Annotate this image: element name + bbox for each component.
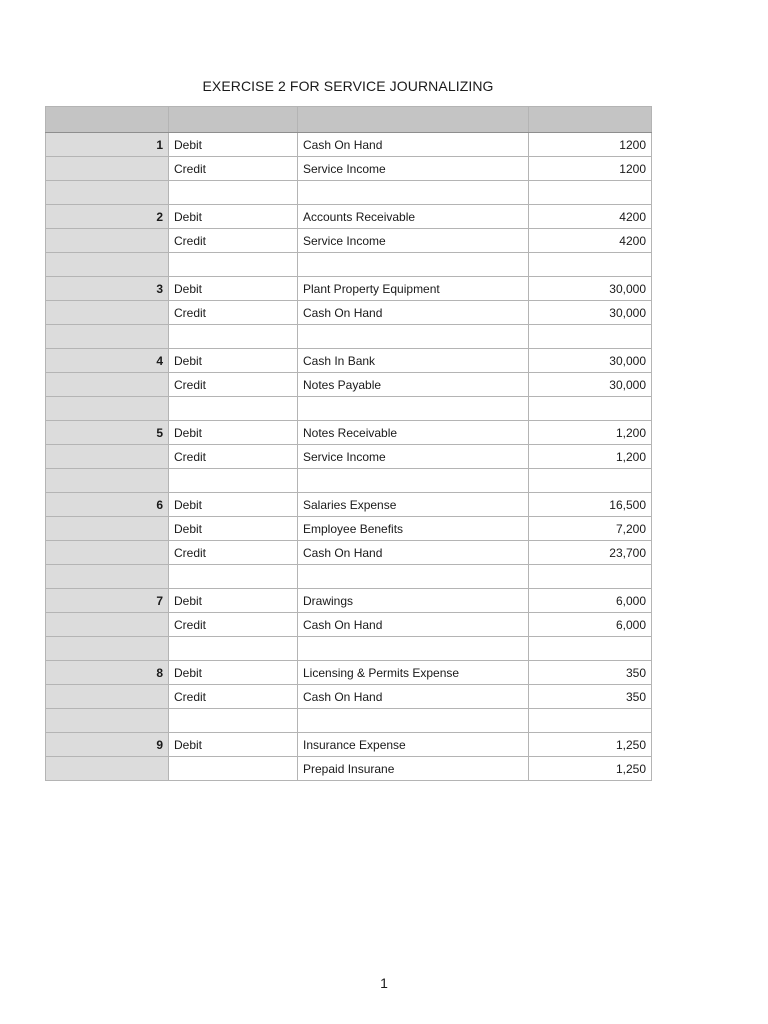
table-row xyxy=(46,709,652,733)
table-row xyxy=(46,757,652,781)
table-row xyxy=(46,301,652,325)
entry-type-cell: Credit xyxy=(169,229,298,253)
table-row xyxy=(46,229,652,253)
entry-type-cell: Credit xyxy=(169,685,298,709)
entry-number-cell xyxy=(46,469,169,493)
table-row xyxy=(46,445,652,469)
entry-number-cell xyxy=(46,181,169,205)
entry-type-cell xyxy=(169,709,298,733)
header-cell-account xyxy=(298,107,529,133)
table-row xyxy=(46,733,652,757)
entry-number-cell xyxy=(46,397,169,421)
entry-type-cell: Credit xyxy=(169,613,298,637)
amount-cell: 30,000 xyxy=(529,349,652,373)
entry-number-cell xyxy=(46,613,169,637)
table-row xyxy=(46,277,652,301)
entry-number-cell xyxy=(46,685,169,709)
entry-number-cell xyxy=(46,301,169,325)
account-cell: Plant Property Equipment xyxy=(298,277,529,301)
account-cell xyxy=(298,325,529,349)
entry-number-cell xyxy=(46,541,169,565)
entry-type-cell: Debit xyxy=(169,661,298,685)
entry-type-cell: Debit xyxy=(169,133,298,157)
entry-type-cell: Debit xyxy=(169,493,298,517)
amount-cell: 16,500 xyxy=(529,493,652,517)
table-row xyxy=(46,373,652,397)
entry-type-cell: Debit xyxy=(169,349,298,373)
entry-number-cell xyxy=(46,517,169,541)
amount-cell: 1200 xyxy=(529,133,652,157)
page-number: 1 xyxy=(380,975,388,991)
amount-cell xyxy=(529,253,652,277)
amount-cell: 30,000 xyxy=(529,277,652,301)
account-cell xyxy=(298,469,529,493)
amount-cell: 4200 xyxy=(529,205,652,229)
entry-number-cell: 5 xyxy=(46,421,169,445)
amount-cell xyxy=(529,325,652,349)
table-row xyxy=(46,349,652,373)
amount-cell xyxy=(529,637,652,661)
entry-type-cell xyxy=(169,181,298,205)
table-row xyxy=(46,469,652,493)
amount-cell xyxy=(529,565,652,589)
entry-type-cell: Debit xyxy=(169,277,298,301)
table-row xyxy=(46,133,652,157)
account-cell: Insurance Expense xyxy=(298,733,529,757)
entry-number-cell: 4 xyxy=(46,349,169,373)
table-header xyxy=(46,107,652,133)
amount-cell: 1,250 xyxy=(529,733,652,757)
amount-cell: 350 xyxy=(529,685,652,709)
amount-cell xyxy=(529,397,652,421)
account-cell: Service Income xyxy=(298,157,529,181)
entry-type-cell xyxy=(169,757,298,781)
table-row xyxy=(46,565,652,589)
account-cell: Prepaid Insurane xyxy=(298,757,529,781)
journal-table xyxy=(45,106,652,781)
account-cell: Cash On Hand xyxy=(298,685,529,709)
table-row xyxy=(46,421,652,445)
account-cell: Cash On Hand xyxy=(298,541,529,565)
account-cell: Notes Receivable xyxy=(298,421,529,445)
entry-type-cell xyxy=(169,253,298,277)
account-cell xyxy=(298,709,529,733)
entry-type-cell: Debit xyxy=(169,589,298,613)
entry-type-cell: Debit xyxy=(169,421,298,445)
account-cell: Licensing & Permits Expense xyxy=(298,661,529,685)
table-row xyxy=(46,541,652,565)
table-row xyxy=(46,637,652,661)
table-row xyxy=(46,589,652,613)
amount-cell: 1,200 xyxy=(529,421,652,445)
table-row xyxy=(46,397,652,421)
header-cell-number xyxy=(46,107,169,133)
entry-type-cell xyxy=(169,637,298,661)
amount-cell: 4200 xyxy=(529,229,652,253)
table-row xyxy=(46,685,652,709)
entry-type-cell xyxy=(169,565,298,589)
amount-cell: 6,000 xyxy=(529,613,652,637)
header-row xyxy=(46,107,652,133)
account-cell xyxy=(298,637,529,661)
table-row xyxy=(46,181,652,205)
entry-number-cell xyxy=(46,325,169,349)
amount-cell: 30,000 xyxy=(529,373,652,397)
table-row xyxy=(46,253,652,277)
entry-number-cell xyxy=(46,445,169,469)
account-cell: Notes Payable xyxy=(298,373,529,397)
entry-number-cell: 1 xyxy=(46,133,169,157)
entry-number-cell xyxy=(46,637,169,661)
entry-number-cell xyxy=(46,565,169,589)
entry-number-cell: 2 xyxy=(46,205,169,229)
header-cell-type xyxy=(169,107,298,133)
table-row xyxy=(46,517,652,541)
amount-cell: 7,200 xyxy=(529,517,652,541)
entry-number-cell: 6 xyxy=(46,493,169,517)
entry-type-cell: Debit xyxy=(169,517,298,541)
account-cell: Cash On Hand xyxy=(298,301,529,325)
account-cell: Drawings xyxy=(298,589,529,613)
entry-number-cell xyxy=(46,157,169,181)
account-cell: Accounts Receivable xyxy=(298,205,529,229)
entry-number-cell: 3 xyxy=(46,277,169,301)
entry-type-cell: Debit xyxy=(169,733,298,757)
account-cell: Service Income xyxy=(298,229,529,253)
amount-cell: 1,200 xyxy=(529,445,652,469)
entry-type-cell xyxy=(169,397,298,421)
account-cell: Cash On Hand xyxy=(298,133,529,157)
table-row xyxy=(46,493,652,517)
entry-type-cell xyxy=(169,469,298,493)
entry-number-cell: 8 xyxy=(46,661,169,685)
account-cell xyxy=(298,565,529,589)
entry-type-cell: Debit xyxy=(169,205,298,229)
entry-type-cell: Credit xyxy=(169,301,298,325)
table-row xyxy=(46,661,652,685)
entry-number-cell: 9 xyxy=(46,733,169,757)
entry-type-cell xyxy=(169,325,298,349)
amount-cell: 23,700 xyxy=(529,541,652,565)
entry-type-cell: Credit xyxy=(169,157,298,181)
page-title: EXERCISE 2 FOR SERVICE JOURNALIZING xyxy=(202,78,494,94)
table-row xyxy=(46,205,652,229)
account-cell: Employee Benefits xyxy=(298,517,529,541)
table-body xyxy=(46,133,652,781)
amount-cell: 6,000 xyxy=(529,589,652,613)
entry-number-cell xyxy=(46,253,169,277)
entry-number-cell xyxy=(46,757,169,781)
table-row xyxy=(46,325,652,349)
amount-cell xyxy=(529,469,652,493)
entry-number-cell: 7 xyxy=(46,589,169,613)
table-row xyxy=(46,157,652,181)
entry-number-cell xyxy=(46,373,169,397)
account-cell: Cash In Bank xyxy=(298,349,529,373)
amount-cell: 1,250 xyxy=(529,757,652,781)
entry-type-cell: Credit xyxy=(169,541,298,565)
header-cell-amount xyxy=(529,107,652,133)
entry-type-cell: Credit xyxy=(169,445,298,469)
account-cell xyxy=(298,253,529,277)
amount-cell xyxy=(529,181,652,205)
account-cell: Service Income xyxy=(298,445,529,469)
account-cell xyxy=(298,397,529,421)
account-cell: Cash On Hand xyxy=(298,613,529,637)
table-row xyxy=(46,613,652,637)
entry-type-cell: Credit xyxy=(169,373,298,397)
account-cell: Salaries Expense xyxy=(298,493,529,517)
amount-cell: 1200 xyxy=(529,157,652,181)
entry-number-cell xyxy=(46,709,169,733)
account-cell xyxy=(298,181,529,205)
amount-cell: 30,000 xyxy=(529,301,652,325)
entry-number-cell xyxy=(46,229,169,253)
amount-cell: 350 xyxy=(529,661,652,685)
amount-cell xyxy=(529,709,652,733)
